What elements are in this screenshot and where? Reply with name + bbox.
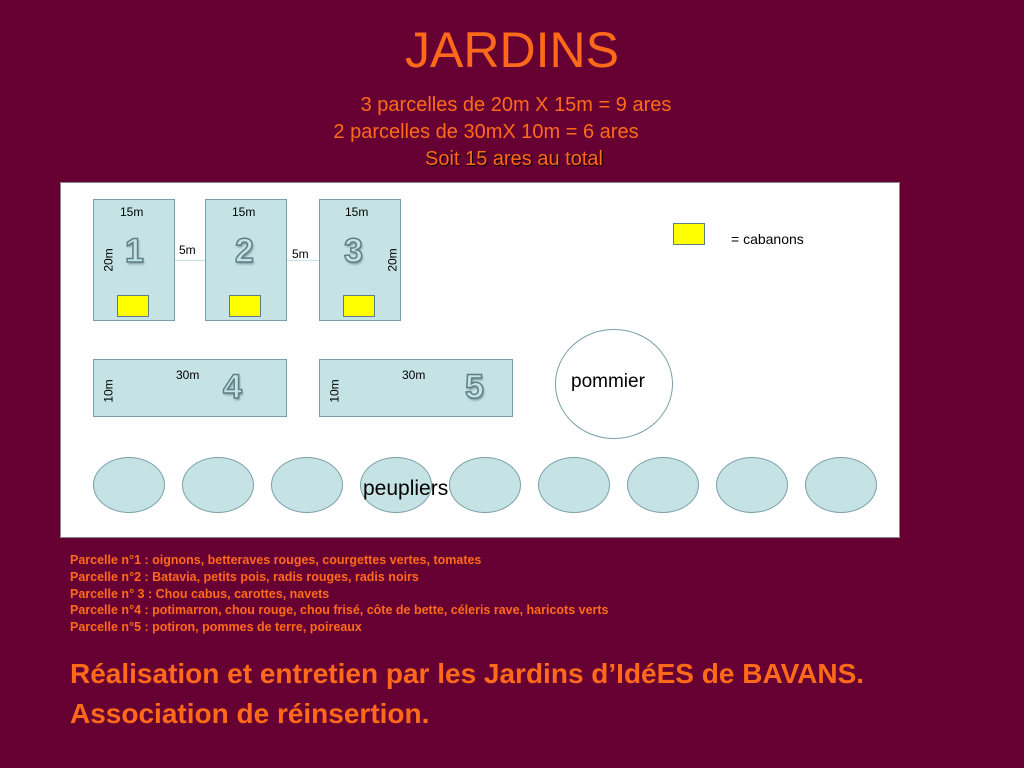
legend-label: = cabanons xyxy=(731,231,804,247)
peupliers-label: peupliers xyxy=(363,477,449,500)
peuplier-tree xyxy=(627,457,699,513)
plot-5-width-label: 30m xyxy=(402,368,426,382)
plot-4-width-label: 30m xyxy=(176,368,200,382)
plot-3-height-label: 20m xyxy=(385,248,400,272)
plot-1-number: 1 xyxy=(125,232,144,270)
parcelles-list xyxy=(70,552,609,636)
subtitle-line-3: Soit 15 ares au total xyxy=(425,148,603,170)
page-title: JARDINS xyxy=(405,22,619,78)
peuplier-tree xyxy=(538,457,610,513)
footer-text: Réalisation et entretien par les Jardins d’IdéES de BAVANS. Association de réinsertion. xyxy=(70,658,865,729)
peuplier-tree xyxy=(716,457,788,513)
plot-2-width-label: 15m xyxy=(232,205,256,219)
gap-label-1: 5m xyxy=(179,243,196,257)
parcelle-line: Parcelle n°1 : oignons, betteraves rouges, courgettes vertes, tomates xyxy=(70,553,482,567)
gap-connector-1 xyxy=(175,260,205,261)
subtitle-line-1: 3 parcelles de 20m X 15m = 9 ares xyxy=(360,94,672,116)
cabanon-3 xyxy=(343,295,375,317)
peuplier-tree xyxy=(271,457,343,513)
parcelle-line: Parcelle n°4 : potimarron, chou rouge, chou frisé, côte de bette, céleris rave, haricots verts xyxy=(70,603,609,618)
plot-1-height-label: 20m xyxy=(101,248,116,272)
legend-cabanon-swatch xyxy=(673,223,705,245)
peuplier-tree xyxy=(449,457,521,513)
plot-3-number: 3 xyxy=(344,232,363,270)
plot-1-width-label: 15m xyxy=(120,205,144,219)
parcelle-line: Parcelle n°5 : potiron, pommes de terre, poireaux xyxy=(70,620,362,635)
cabanon-1 xyxy=(117,295,149,317)
parcelle-line: Parcelle n° 3 : Chou cabus, carottes, navets xyxy=(70,586,330,601)
plot-3-width-label: 15m xyxy=(345,205,369,219)
peuplier-tree xyxy=(182,457,254,513)
pommier-label: pommier xyxy=(571,371,645,392)
gap-label-2: 5m xyxy=(292,247,309,261)
parcelle-line: Parcelle n°2 : Batavia, petits pois, radis rouges, radis noirs xyxy=(70,569,419,584)
garden-plan xyxy=(60,182,900,538)
subtitle-line-2: 2 parcelles de 30mX 10m = 6 ares xyxy=(333,121,639,143)
plot-4-height-label: 10m xyxy=(101,379,116,403)
plot-5-height-label: 10m xyxy=(327,379,342,403)
plot-2-number: 2 xyxy=(235,232,254,270)
peuplier-tree xyxy=(805,457,877,513)
plot-5-number: 5 xyxy=(465,368,484,406)
peuplier-tree xyxy=(93,457,165,513)
plot-4-number: 4 xyxy=(223,368,242,406)
cabanon-2 xyxy=(229,295,261,317)
